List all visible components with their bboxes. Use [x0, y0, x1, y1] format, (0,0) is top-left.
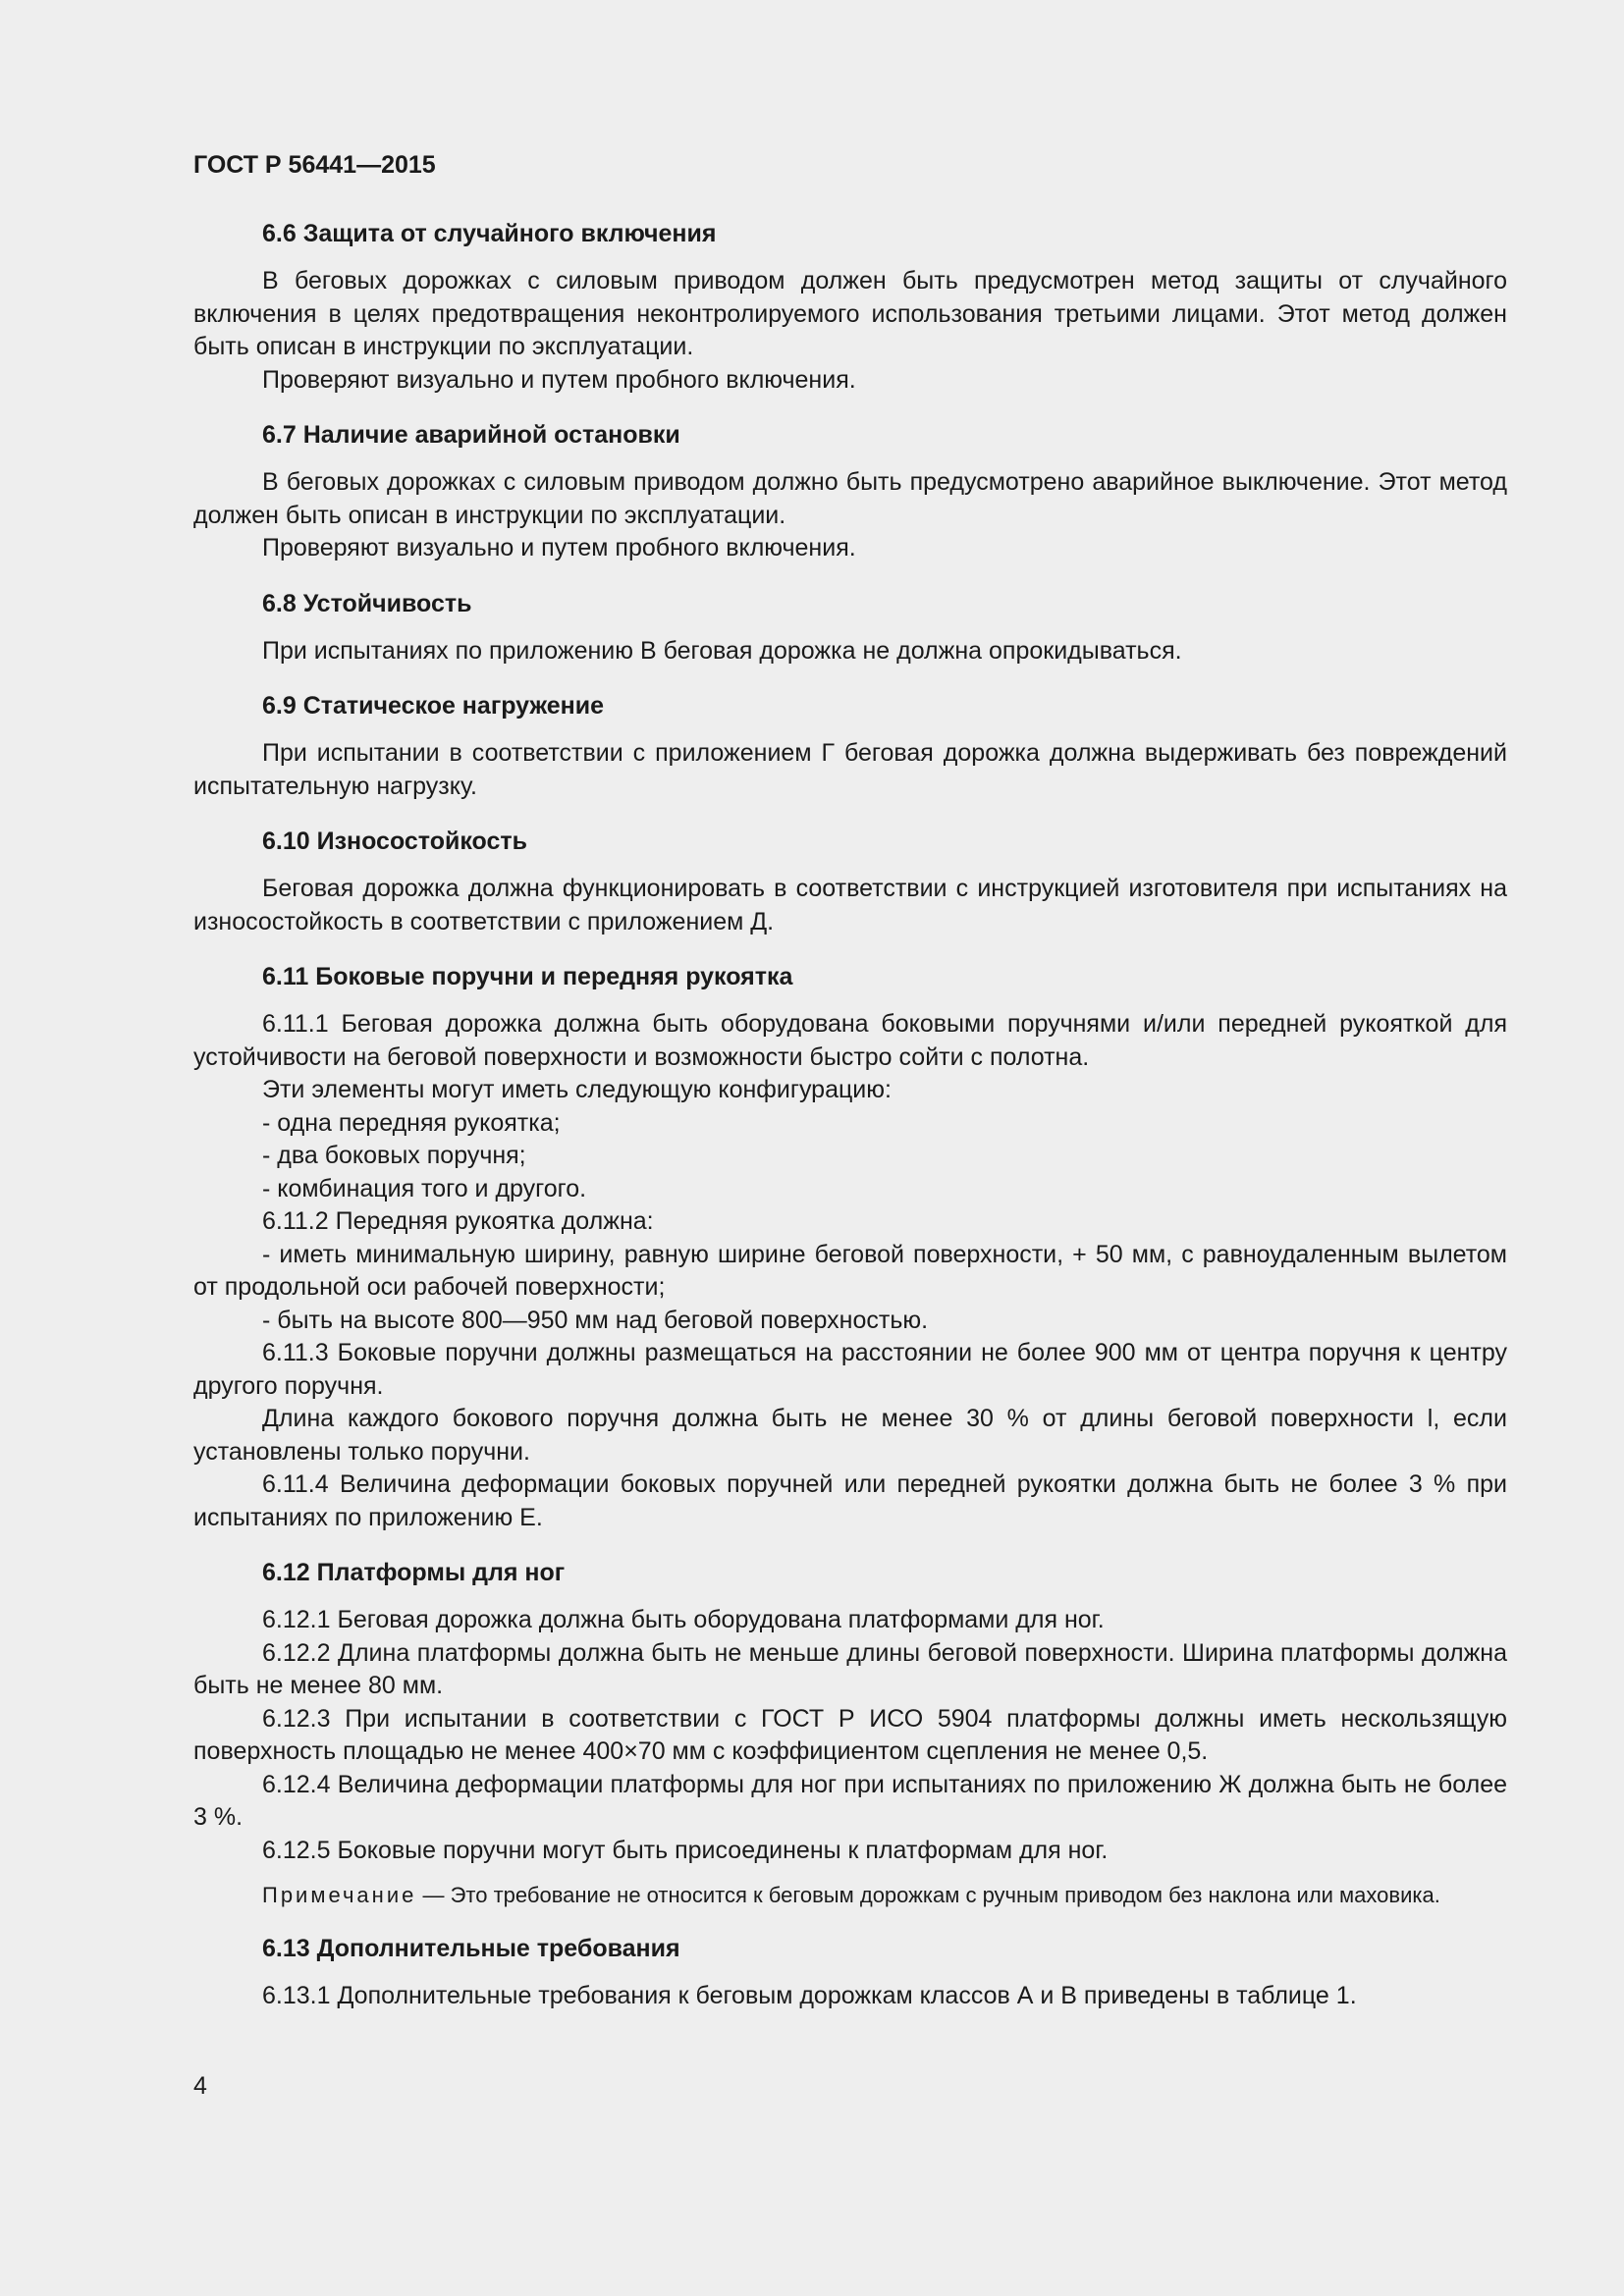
list-item: - быть на высоте 800—950 мм над беговой поверхностью.: [262, 1306, 929, 1334]
paragraph: 6.11.3 Боковые поручни должны размещаться на расстоянии не более 900 мм от центра поручня к центру другого поручня.: [193, 1339, 1507, 1400]
paragraph: 6.13.1 Дополнительные требования к беговым дорожкам классов А и В приведены в таблице 1.: [262, 1982, 1357, 2009]
section-heading: 6.7 Наличие аварийной остановки: [262, 421, 680, 449]
list-item: - одна передняя рукоятка;: [262, 1108, 561, 1137]
section-heading: 6.8 Устойчивость: [262, 589, 472, 617]
paragraph: 6.12.2 Длина платформы должна быть не меньше длины беговой поверхности. Ширина платформы должна быть не менее 80 мм.: [193, 1638, 1507, 1699]
paragraph: Беговая дорожка должна функционировать в соответствии с инструкцией изготовителя при испытаниях на износостойкость в соответствии с приложением Д.: [193, 875, 1507, 935]
section-heading: 6.13 Дополнительные требования: [262, 1935, 680, 1962]
note-text: — Это требование не относится к беговым дорожкам с ручным приводом без наклона или маховика.: [422, 1883, 1440, 1907]
paragraph: 6.11.2 Передняя рукоятка должна:: [262, 1207, 654, 1235]
section-6-9: [193, 689, 1507, 803]
section-heading: 6.9 Статическое нагружение: [262, 692, 605, 720]
paragraph: 6.12.1 Беговая дорожка должна быть оборудована платформами для ног.: [262, 1606, 1105, 1633]
section-6-8: [193, 587, 1507, 668]
paragraph: 6.12.3 При испытании в соответствии с ГОСТ Р ИСО 5904 платформы должны иметь нескользящую поверхность площадью не менее 400×70 мм с коэффициентом сцепления не менее 0,5.: [193, 1704, 1507, 1765]
section-6-11: [193, 960, 1507, 1534]
paragraph: 6.12.5 Боковые поручни могут быть присоединены к платформам для ног.: [262, 1836, 1109, 1864]
section-heading: 6.12 Платформы для ног: [262, 1559, 566, 1586]
list-item: - два боковых поручня;: [262, 1142, 526, 1169]
note-label: Примечание: [262, 1883, 417, 1907]
standard-code-header: ГОСТ Р 56441—2015: [193, 151, 436, 179]
section-heading: 6.10 Износостойкость: [262, 828, 527, 855]
paragraph: 6.11.4 Величина деформации боковых поручней или передней рукоятки должна быть не более 3 % при испытаниях по приложению Е.: [193, 1470, 1507, 1531]
paragraph: Эти элементы могут иметь следующую конфигурацию:: [262, 1076, 892, 1103]
paragraph: 6.11.1 Беговая дорожка должна быть оборудована боковыми поручнями и/или передней рукояткой для устойчивости на беговой поверхности и возможности быстро сойти с полотна.: [193, 1010, 1507, 1071]
section-6-7: [193, 418, 1507, 565]
section-6-13: [193, 1932, 1507, 2013]
list-item: - комбинация того и другого.: [262, 1174, 587, 1202]
paragraph: В беговых дорожках с силовым приводом должно быть предусмотрено аварийное выключение. Этот метод должен быть описан в инструкции по эксплуатации.: [193, 468, 1507, 529]
section-heading: 6.11 Боковые поручни и передняя рукоятка: [262, 963, 793, 990]
paragraph: При испытании в соответствии с приложением Г беговая дорожка должна выдерживать без повреждений испытательную нагрузку.: [193, 739, 1507, 800]
paragraph: При испытаниях по приложению В беговая дорожка не должна опрокидываться.: [262, 636, 1182, 665]
paragraph: В беговых дорожках с силовым приводом должен быть предусмотрен метод защиты от случайного включения в целях предотвращения неконтролируемого использования третьими лицами. Этот метод должен быть описан в инструкции по эксплуатации.: [193, 267, 1507, 360]
note: [193, 1881, 1507, 1910]
section-heading: 6.6 Защита от случайного включения: [262, 220, 717, 247]
list-item: - иметь минимальную ширину, равную ширине беговой поверхности, + 50 мм, с равноудаленным вылетом от продольной оси рабочей поверхности;: [193, 1240, 1507, 1301]
paragraph: 6.12.4 Величина деформации платформы для ног при испытаниях по приложению Ж должна быть не более 3 %.: [193, 1770, 1507, 1831]
page-number: 4: [193, 2072, 207, 2100]
section-6-10: [193, 825, 1507, 938]
paragraph: Проверяют визуально и путем пробного включения.: [262, 365, 856, 394]
paragraph: Длина каждого бокового поручня должна быть не менее 30 % от длины беговой поверхности l, если установлены только поручни.: [193, 1405, 1507, 1466]
section-6-6: [193, 217, 1507, 397]
paragraph: Проверяют визуально и путем пробного включения.: [262, 534, 856, 561]
page-content: [193, 147, 1507, 2013]
section-6-12: [193, 1556, 1507, 1910]
